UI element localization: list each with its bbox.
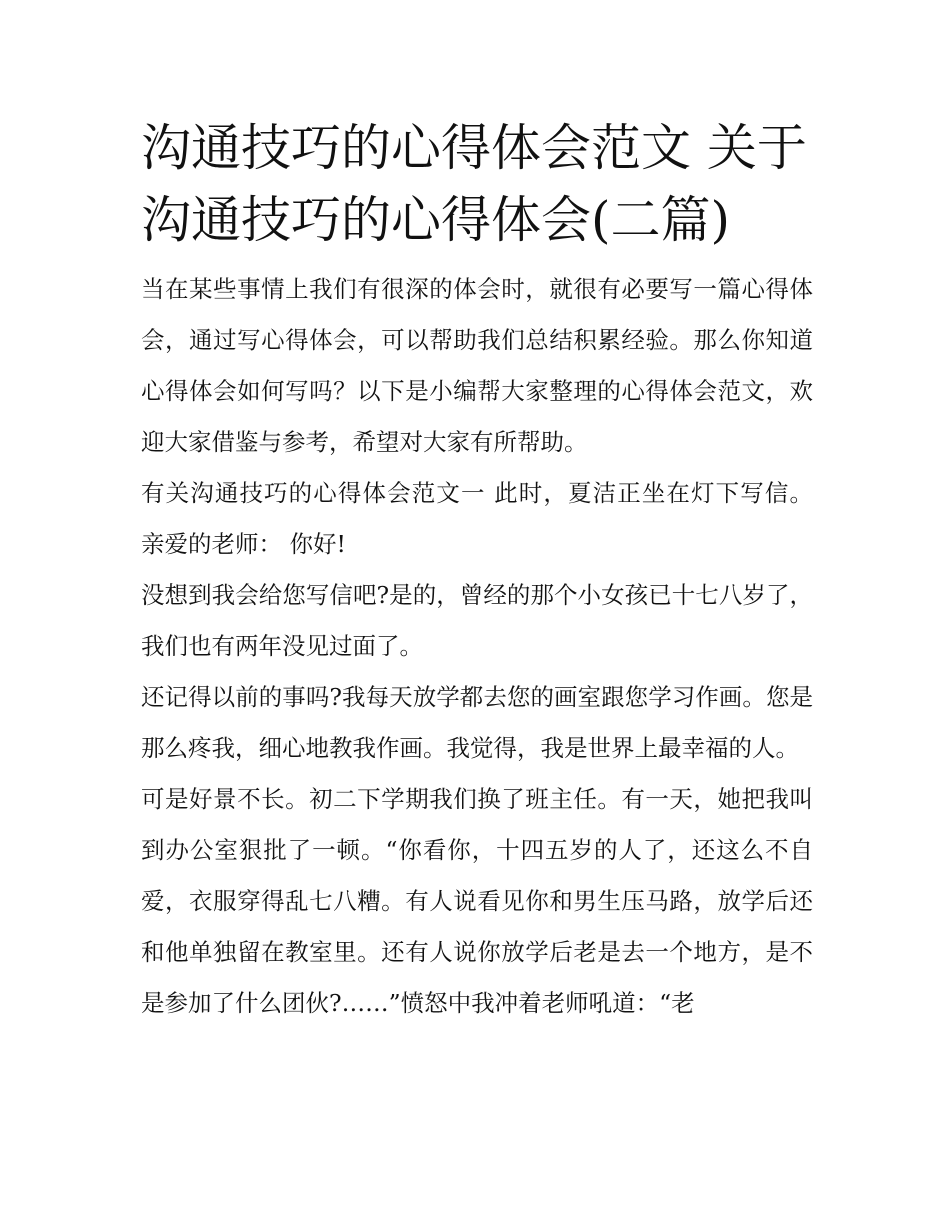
- paragraph-letter-opening: 有关沟通技巧的心得体会范文一 此时，夏洁正坐在灯下写信。 亲爱的老师： 你好!: [141, 479, 813, 558]
- paragraph-intro: 当在某些事情上我们有很深的体会时，就很有必要写一篇心得体会，通过写心得体会，可以帮助我们总结积累经验。那么你知道心得体会如何写吗？以下是小编帮大家整理的心得体会范文，欢迎大家借鉴与参考，希望对大家有所帮助。: [141, 275, 813, 456]
- paragraph-letter-1: 没想到我会给您写信吧?是的，曾经的那个小女孩已十七八岁了，我们也有两年没见过面了。: [141, 581, 813, 660]
- paragraph-letter-2: 还记得以前的事吗?我每天放学都去您的画室跟您学习作画。您是那么疼我，细心地教我作画。我觉得，我是世界上最幸福的人。: [141, 683, 813, 762]
- document-title: 沟通技巧的心得体会范文 关于沟通技巧的心得体会(二篇): [141, 119, 807, 249]
- paragraph-letter-3: 可是好景不长。初二下学期我们换了班主任。有一天，她把我叫到办公室狠批了一顿。“你看你，十四五岁的人了，还这么不自爱，衣服穿得乱七八糟。有人说看见你和男生压马路，放学后还和他单独留在教室里。还有人说你放学后老是去一个地方，是不是参加了什么团伙?……”愤怒中我冲着老师吼道：“老: [141, 785, 813, 1017]
- document-page: [141, 112, 813, 1029]
